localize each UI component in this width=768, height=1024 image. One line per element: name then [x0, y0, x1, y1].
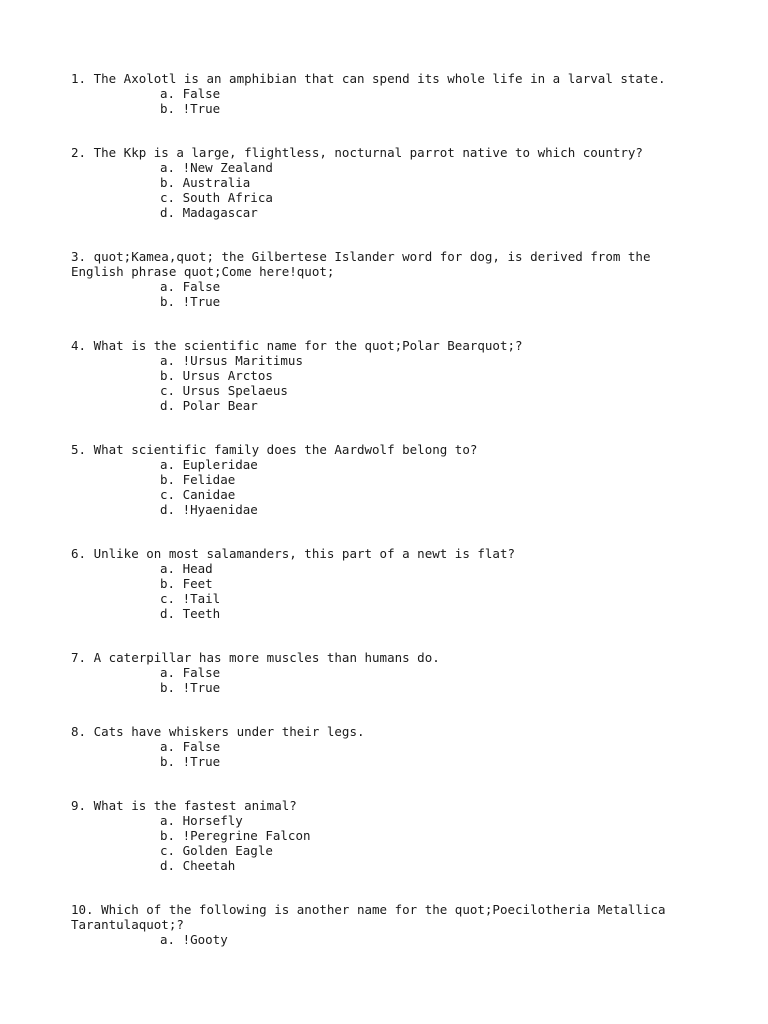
answer-option: d. Polar Bear [160, 398, 258, 413]
question-text: 10. Which of the following is another name for the quot;Poecilotheria Metallica Tarantulaquot;? [71, 902, 666, 932]
answer-option: c. Canidae [160, 487, 236, 502]
answer-option: b. Felidae [160, 472, 236, 487]
question-5 [71, 442, 691, 517]
question-2 [71, 145, 691, 220]
answer-option: b. !Peregrine Falcon [160, 828, 311, 843]
question-text: 2. The Kkp is a large, flightless, nocturnal parrot native to which country? [71, 145, 643, 160]
answer-option: b. !True [160, 680, 221, 695]
quiz-document [71, 71, 691, 976]
answer-option: a. False [160, 665, 221, 680]
question-4 [71, 338, 691, 413]
answer-options [71, 665, 691, 695]
answer-option: b. !True [160, 294, 221, 309]
question-10 [71, 902, 691, 947]
question-text: 3. quot;Kamea,quot; the Gilbertese Islander word for dog, is derived from the English phrase quot;Come here!quot; [71, 249, 651, 279]
answer-option: a. !New Zealand [160, 160, 273, 175]
question-text: 9. What is the fastest animal? [71, 798, 297, 813]
question-9 [71, 798, 691, 873]
answer-option: a. !Ursus Maritimus [160, 353, 303, 368]
answer-option: d. Teeth [160, 606, 221, 621]
answer-option: a. False [160, 739, 221, 754]
answer-option: c. Ursus Spelaeus [160, 383, 288, 398]
question-text: 4. What is the scientific name for the quot;Polar Bearquot;? [71, 338, 523, 353]
answer-option: a. Horsefly [160, 813, 243, 828]
question-6 [71, 546, 691, 621]
question-text: 8. Cats have whiskers under their legs. [71, 724, 365, 739]
answer-option: d. Cheetah [160, 858, 236, 873]
answer-option: c. Golden Eagle [160, 843, 273, 858]
answer-option: d. !Hyaenidae [160, 502, 258, 517]
answer-options [71, 457, 691, 517]
answer-option: b. Australia [160, 175, 251, 190]
answer-option: a. False [160, 279, 221, 294]
answer-option: b. Feet [160, 576, 213, 591]
answer-options [71, 813, 691, 873]
answer-option: b. Ursus Arctos [160, 368, 273, 383]
answer-option: b. !True [160, 101, 221, 116]
answer-option: c. !Tail [160, 591, 221, 606]
answer-options [71, 561, 691, 621]
answer-option: a. Head [160, 561, 213, 576]
question-7 [71, 650, 691, 695]
answer-option: d. Madagascar [160, 205, 258, 220]
question-1 [71, 71, 691, 116]
question-text: 5. What scientific family does the Aardwolf belong to? [71, 442, 478, 457]
answer-options [71, 279, 691, 309]
question-8 [71, 724, 691, 769]
answer-option: c. South Africa [160, 190, 273, 205]
answer-options [71, 353, 691, 413]
question-text: 6. Unlike on most salamanders, this part of a newt is flat? [71, 546, 516, 561]
question-text: 7. A caterpillar has more muscles than humans do. [71, 650, 440, 665]
answer-option: a. False [160, 86, 221, 101]
question-text: 1. The Axolotl is an amphibian that can spend its whole life in a larval state. [71, 71, 666, 86]
answer-option: b. !True [160, 754, 221, 769]
answer-options [71, 160, 691, 220]
answer-options [71, 932, 691, 947]
answer-options [71, 739, 691, 769]
answer-option: a. !Gooty [160, 932, 228, 947]
answer-option: a. Eupleridae [160, 457, 258, 472]
question-3 [71, 249, 691, 309]
answer-options [71, 86, 691, 116]
